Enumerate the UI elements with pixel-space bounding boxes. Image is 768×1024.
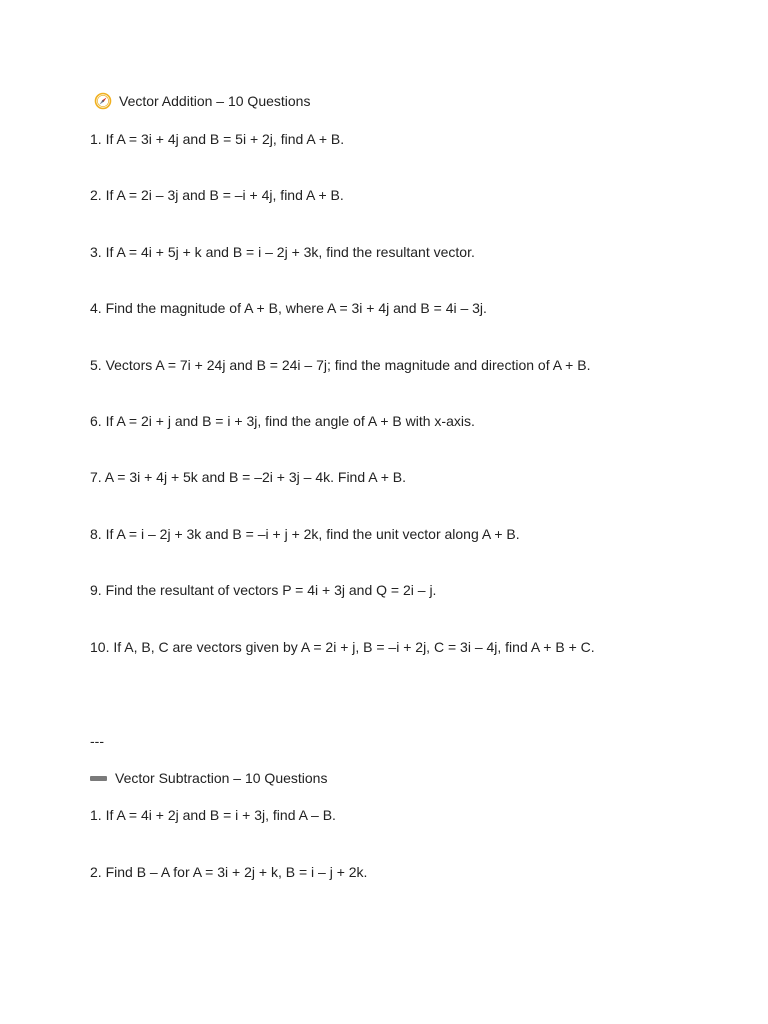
question-item: 6. If A = 2i + j and B = i + 3j, find the angle of A + B with x-axis. (90, 413, 475, 429)
minus-icon (90, 776, 107, 781)
section-title: Vector Addition – 10 Questions (119, 93, 311, 109)
question-item: 2. Find B – A for A = 3i + 2j + k, B = i – j + 2k. (90, 864, 368, 880)
question-item: 1. If A = 4i + 2j and B = i + 3j, find A – B. (90, 807, 336, 823)
question-item: 2. If A = 2i – 3j and B = –i + 4j, find A + B. (90, 187, 344, 203)
compass-icon (94, 92, 112, 110)
question-item: 5. Vectors A = 7i + 24j and B = 24i – 7j; find the magnitude and direction of A + B. (90, 357, 591, 373)
question-item: 10. If A, B, C are vectors given by A = 2i + j, B = –i + 2j, C = 3i – 4j, find A + B + C. (90, 639, 595, 655)
question-item: 7. A = 3i + 4j + 5k and B = –2i + 3j – 4k. Find A + B. (90, 469, 406, 485)
question-item: 9. Find the resultant of vectors P = 4i + 3j and Q = 2i – j. (90, 582, 437, 598)
section-heading-vector-subtraction (90, 769, 327, 787)
question-item: 4. Find the magnitude of A + B, where A = 3i + 4j and B = 4i – 3j. (90, 300, 487, 316)
separator: --- (90, 733, 104, 749)
section-title: Vector Subtraction – 10 Questions (115, 770, 328, 786)
question-item: 1. If A = 3i + 4j and B = 5i + 2j, find A + B. (90, 131, 345, 147)
question-item: 8. If A = i – 2j + 3k and B = –i + j + 2k, find the unit vector along A + B. (90, 526, 520, 542)
question-item: 3. If A = 4i + 5j + k and B = i – 2j + 3k, find the resultant vector. (90, 244, 475, 260)
section-heading-vector-addition (90, 92, 310, 110)
